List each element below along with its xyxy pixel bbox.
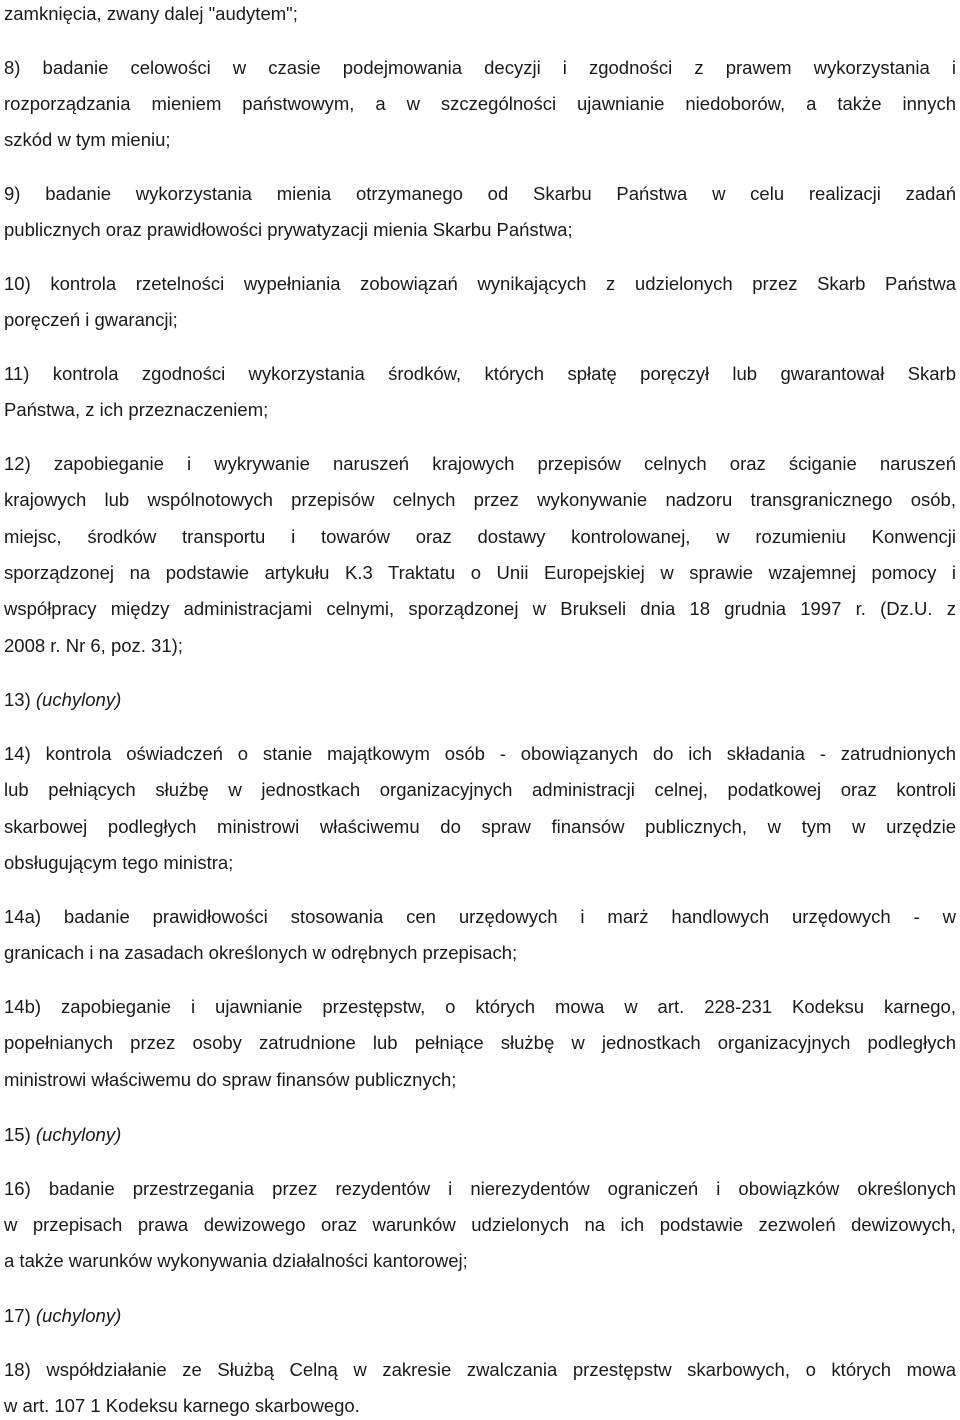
list-item-14a-line: 14a) badanie prawidłowości stosowania cen urzędowych i marż handlowych urzędowych - w — [4, 906, 956, 927]
list-item-12-line: 12) zapobieganie i wykrywanie naruszeń krajowych przepisów celnych oraz ściganie naruszeń — [4, 453, 956, 474]
list-item-9-line: 9) badanie wykorzystania mienia otrzymanego od Skarbu Państwa w celu realizacji zadań — [4, 183, 956, 204]
text-line: lub pełniących służbę w jednostkach organizacyjnych administracji celnej, podatkowej oraz kontroli — [4, 779, 956, 800]
text-line: popełnianych przez osoby zatrudnione lub pełniące służbę w jednostkach organizacyjnych podległych — [4, 1032, 956, 1053]
list-item-17-line: 17) (uchylony) — [4, 1305, 122, 1326]
text-line: Państwa, z ich przeznaczeniem; — [4, 399, 269, 420]
text-line: a także warunków wykonywania działalności kantorowej; — [4, 1250, 468, 1271]
list-item-14b-line: 14b) zapobieganie i ujawnianie przestępstw, o których mowa w art. 228-231 Kodeksu karnego, — [4, 996, 956, 1017]
item-number: 11) — [4, 363, 30, 384]
item-number: 14) — [4, 743, 31, 764]
item-number: 16) — [4, 1178, 31, 1199]
list-item-10-line: 10) kontrola rzetelności wypełniania zobowiązań wynikających z udzielonych przez Skarb Państwa — [4, 273, 956, 294]
list-item-8-line: 8) badanie celowości w czasie podejmowania decyzji i zgodności z prawem wykorzystania i — [4, 57, 956, 78]
item-number: 8) — [4, 57, 21, 78]
text-line: obsługującym tego ministra; — [4, 852, 234, 873]
list-item-13-line: 13) (uchylony) — [4, 689, 122, 710]
text-line: sporządzonej na podstawie artykułu K.3 Traktatu o Unii Europejskiej w sprawie wzajemnej pomocy i — [4, 562, 956, 583]
item-number: 14b) — [4, 996, 42, 1017]
text-line: granicach i na zasadach określonych w odrębnych przepisach; — [4, 942, 518, 963]
item-number: 13) — [4, 689, 31, 710]
text-line: miejsc, środków transportu i towarów oraz dostawy kontrolowanej, w rozumieniu Konwencji — [4, 526, 956, 547]
text-line: współpracy między administracjami celnymi, sporządzonej w Brukseli dnia 18 grudnia 1997 r. (Dz.U. z — [4, 598, 956, 619]
item-number: 15) — [4, 1124, 31, 1145]
item-number: 14a) — [4, 906, 42, 927]
item-number: 18) — [4, 1359, 31, 1380]
item-number: 10) — [4, 273, 31, 294]
text-line: w art. 107 1 Kodeksu karnego skarbowego. — [4, 1395, 360, 1416]
text-line: 2008 r. Nr 6, poz. 31); — [4, 635, 183, 656]
item-number: 9) — [4, 183, 21, 204]
text-line: zamknięcia, zwany dalej "audytem"; — [4, 3, 298, 24]
list-item-14-line: 14) kontrola oświadczeń o stanie majątkowym osób - obowiązanych do ich składania - zatrudnionych — [4, 743, 956, 764]
text-line: szkód w tym mieniu; — [4, 129, 171, 150]
text-line: ministrowi właściwemu do spraw finansów publicznych; — [4, 1069, 457, 1090]
list-item-18-line: 18) współdziałanie ze Służbą Celną w zakresie zwalczania przestępstw skarbowych, o których mowa — [4, 1359, 956, 1380]
text-line: skarbowej podległych ministrowi właściwemu do spraw finansów publicznych, w tym w urzędzie — [4, 816, 956, 837]
text-line: w przepisach prawa dewizowego oraz warunków udzielonych na ich podstawie zezwoleń dewizowych, — [4, 1214, 956, 1235]
text-line: krajowych lub wspólnotowych przepisów celnych przez wykonywanie nadzoru transgranicznego osób, — [4, 489, 956, 510]
item-number: 12) — [4, 453, 31, 474]
list-item-11-line: 11) kontrola zgodności wykorzystania środków, których spłatę poręczył lub gwarantował Skarb — [4, 363, 956, 384]
item-number: 17) — [4, 1305, 31, 1326]
list-item-15-line: 15) (uchylony) — [4, 1124, 122, 1145]
text-line: publicznych oraz prawidłowości prywatyzacji mienia Skarbu Państwa; — [4, 219, 573, 240]
text-line: poręczeń i gwarancji; — [4, 309, 178, 330]
list-item-16-line: 16) badanie przestrzegania przez rezydentów i nierezydentów ograniczeń i obowiązków określonych — [4, 1178, 956, 1199]
text-line: rozporządzania mieniem państwowym, a w szczególności ujawnianie niedoborów, a także innych — [4, 93, 956, 114]
